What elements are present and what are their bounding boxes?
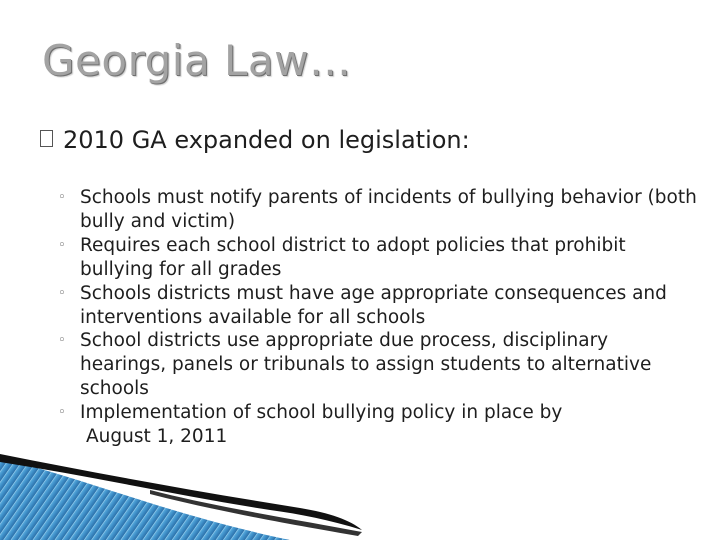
- circle-bullet-icon: ◦: [58, 333, 66, 349]
- sub-bullet-item: [58, 282, 698, 330]
- circle-bullet-icon: ◦: [58, 237, 66, 253]
- main-bullet-text: 2010 GA expanded on legislation:: [63, 126, 470, 154]
- sub-bullet-text: Schools districts must have age appropriate consequences and interventions available for all schools: [80, 282, 667, 328]
- sub-bullet-text: Implementation of school bullying policy in place by: [80, 402, 563, 424]
- sub-bullet-item: [58, 234, 698, 282]
- sub-bullet-list: [58, 186, 698, 449]
- decorative-wave: [0, 440, 720, 540]
- wave-blue-band: [0, 458, 290, 540]
- date-line: August 1, 2011: [86, 426, 228, 448]
- circle-bullet-icon: ◦: [58, 190, 66, 205]
- sub-bullet-item: [58, 329, 698, 401]
- circle-bullet-icon: ◦: [58, 285, 66, 301]
- sub-bullet-text: Requires each school district to adopt policies that prohibit bullying for all grades: [80, 234, 626, 280]
- slide-title: Georgia Law…: [42, 36, 352, 85]
- square-bullet-icon: [40, 130, 53, 147]
- main-bullet: [40, 125, 470, 155]
- circle-bullet-icon: ◦: [58, 405, 66, 421]
- sub-bullet-text: School districts use appropriate due process, disciplinary hearings, panels or tribunals to assign students to alternative schools: [80, 330, 652, 400]
- sub-bullet-item: [58, 186, 698, 234]
- sub-bullet-text: Schools must notify parents of incidents of bullying behavior (both bully and victim): [80, 187, 697, 232]
